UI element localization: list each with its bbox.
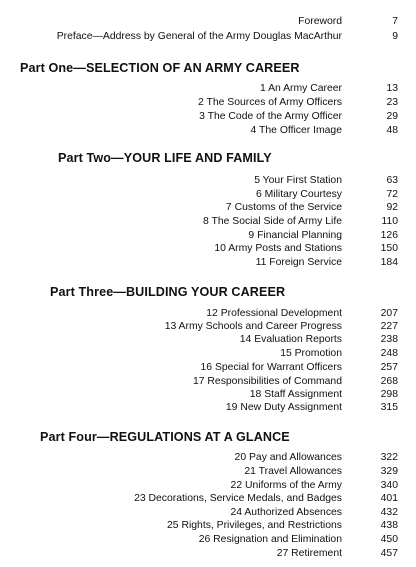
toc-entry-page: 7 (392, 16, 398, 27)
toc-entry-title: 27 Retirement (276, 548, 342, 559)
toc-entry (0, 361, 416, 374)
toc-entry-title: 24 Authorized Absences (230, 507, 342, 518)
toc-entry (0, 320, 416, 333)
toc-entry (0, 174, 416, 187)
toc-entry-page: 322 (380, 452, 398, 463)
toc-entry-title: 1 An Army Career (259, 83, 342, 94)
toc-entry-page: 92 (386, 202, 398, 213)
part-heading-one: Part One—SELECTION OF AN ARMY CAREER (20, 61, 300, 75)
toc-entry-foreword (0, 15, 416, 28)
toc-entry-page: 315 (380, 402, 398, 413)
toc-entry-title: 22 Uniforms of the Army (230, 480, 342, 491)
part-heading-two: Part Two—YOUR LIFE AND FAMILY (58, 151, 272, 165)
toc-entry-page: 238 (380, 334, 398, 345)
toc-entry (0, 519, 416, 532)
toc-entry-title: 11 Foreign Service (255, 257, 342, 268)
toc-entry-title: 20 Pay and Allowances (234, 452, 342, 463)
toc-entry-page: 329 (380, 466, 398, 477)
toc-entry-title: 5 Your First Station (254, 175, 342, 186)
toc-entry-page: 63 (386, 175, 398, 186)
toc-entry-title: 13 Army Schools and Career Progress (164, 321, 342, 332)
toc-entry-page: 450 (380, 534, 398, 545)
toc-entry-title: 12 Professional Development (206, 308, 342, 319)
toc-entry (0, 547, 416, 560)
toc-entry (0, 347, 416, 360)
toc-entry (0, 124, 416, 137)
toc-entry (0, 307, 416, 320)
toc-entry-title: 17 Responsibilities of Command (192, 376, 342, 387)
toc-entry-page: 298 (380, 389, 398, 400)
toc-entry-title: 14 Evaluation Reports (239, 334, 342, 345)
toc-entry-page: 257 (380, 362, 398, 373)
toc-entry-title: 7 Customs of the Service (225, 202, 342, 213)
toc-entry-title: 19 New Duty Assignment (225, 402, 342, 413)
toc-entry-page: 23 (386, 97, 398, 108)
toc-entry-title: 4 The Officer Image (250, 125, 342, 136)
toc-entry (0, 388, 416, 401)
toc-entry-page: 9 (392, 31, 398, 42)
part-heading-three: Part Three—BUILDING YOUR CAREER (50, 285, 286, 299)
toc-entry-title: 9 Financial Planning (248, 230, 342, 241)
toc-entry-page: 207 (380, 308, 398, 319)
toc-entry-page: 72 (386, 189, 398, 200)
toc-entry-title: 25 Rights, Privileges, and Restrictions (167, 520, 342, 531)
toc-entry-page: 110 (381, 216, 398, 227)
toc-entry-page: 432 (380, 507, 398, 518)
toc-entry (0, 96, 416, 109)
toc-entry (0, 201, 416, 214)
toc-entry-title: 23 Decorations, Service Medals, and Badges (134, 493, 342, 504)
part-heading-four: Part Four—REGULATIONS AT A GLANCE (40, 430, 290, 444)
toc-entry (0, 229, 416, 242)
toc-entry-title: 21 Travel Allowances (244, 466, 342, 477)
toc-entry (0, 375, 416, 388)
toc-entry-page: 150 (380, 243, 398, 254)
toc-entry (0, 215, 416, 228)
toc-entry (0, 242, 416, 255)
toc-entry-title: 3 The Code of the Army Officer (199, 111, 342, 122)
toc-entry-page: 13 (386, 83, 398, 94)
toc-entry-title: 10 Army Posts and Stations (214, 243, 342, 254)
toc-entry (0, 82, 416, 95)
toc-entry (0, 110, 416, 123)
toc-entry (0, 506, 416, 519)
toc-entry-title: 16 Special for Warrant Officers (200, 362, 342, 373)
toc-entry-page: 227 (380, 321, 398, 332)
toc-entry (0, 465, 416, 478)
toc-entry-preface (0, 30, 416, 43)
toc-entry-title: 26 Resignation and Elimination (198, 534, 342, 545)
toc-entry-page: 184 (380, 257, 398, 268)
toc-entry (0, 256, 416, 269)
toc-entry (0, 333, 416, 346)
toc-entry-page: 48 (386, 125, 398, 136)
toc-entry-page: 340 (380, 480, 398, 491)
toc-entry-title: Foreword (298, 16, 342, 27)
toc-entry-page: 401 (380, 493, 398, 504)
toc-entry-title: 2 The Sources of Army Officers (198, 97, 342, 108)
toc-entry (0, 479, 416, 492)
toc-entry-title: 6 Military Courtesy (255, 189, 342, 200)
toc-entry (0, 492, 416, 505)
toc-entry-title: 15 Promotion (280, 348, 342, 359)
toc-entry-page: 457 (380, 548, 398, 559)
toc-entry (0, 188, 416, 201)
toc-entry-title: Preface—Address by General of the Army Douglas MacArthur (56, 31, 342, 42)
toc-entry-page: 126 (380, 230, 398, 241)
toc-entry (0, 401, 416, 414)
toc-entry (0, 451, 416, 464)
toc-entry-title: 18 Staff Assignment (249, 389, 342, 400)
toc-entry (0, 533, 416, 546)
toc-entry-title: 8 The Social Side of Army Life (203, 216, 342, 227)
toc-entry-page: 268 (380, 376, 398, 387)
toc-entry-page: 438 (380, 520, 398, 531)
toc-entry-page: 29 (386, 111, 398, 122)
toc-entry-page: 248 (380, 348, 398, 359)
